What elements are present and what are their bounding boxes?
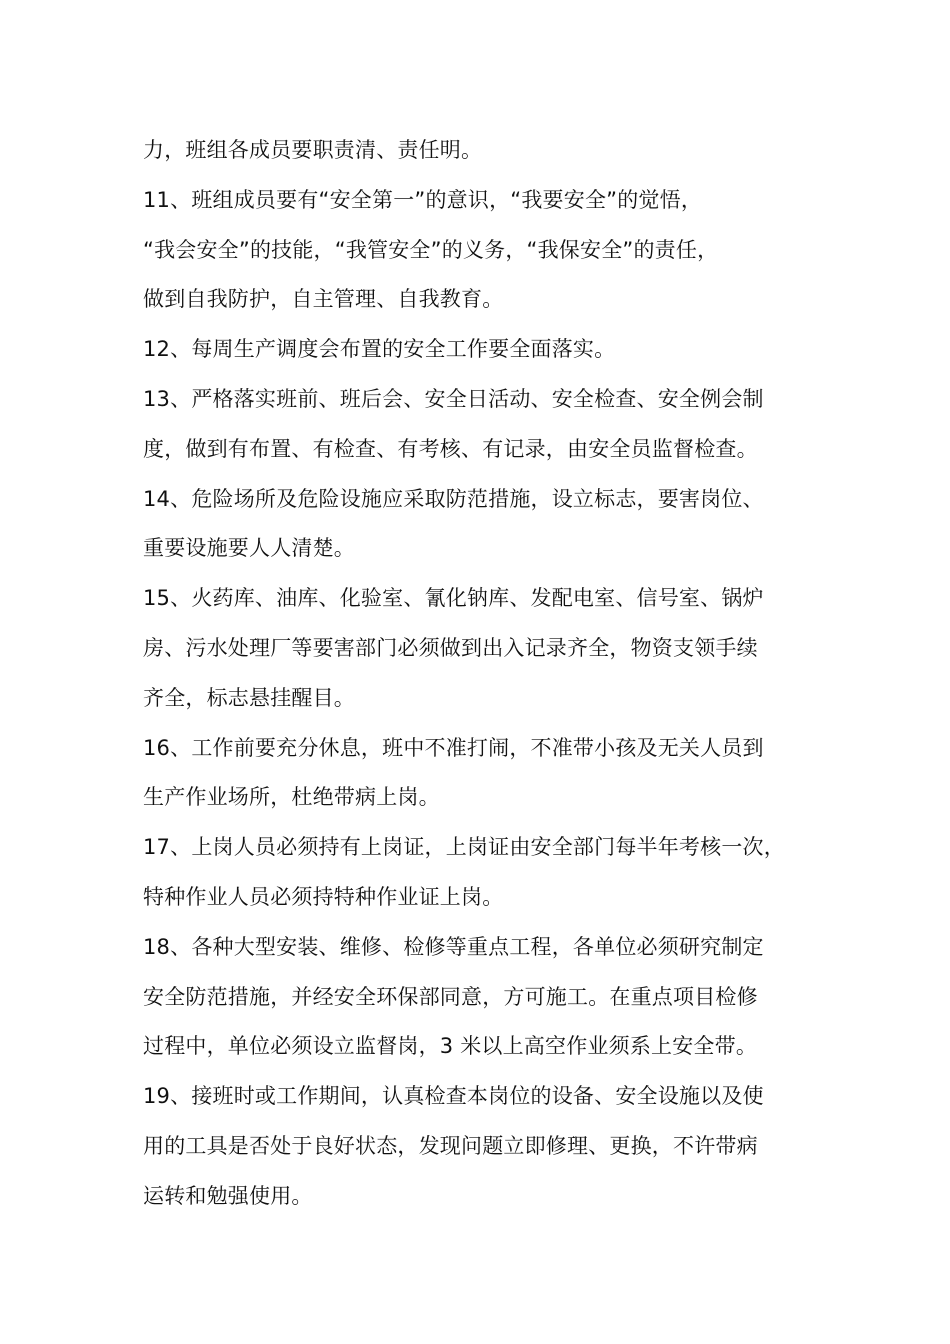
text-line: 11、班组成员要有“安全第一”的意识，“我要安全”的觉悟，: [143, 187, 703, 212]
text-line: 13、严格落实班前、班后会、安全日活动、安全检查、安全例会制: [143, 386, 764, 411]
text-line: 15、火药库、油库、化验室、氰化钠库、发配电室、信号室、锅炉: [143, 586, 764, 611]
text-line: 生产作业场所，杜绝带病上岗。: [143, 785, 440, 810]
text-line: “我会安全”的技能，“我管安全”的义务，“我保安全”的责任，: [143, 237, 719, 262]
text-line: 18、各种大型安装、维修、检修等重点工程，各单位必须研究制定: [143, 934, 764, 959]
text-line: 过程中，单位必须设立监督岗，3 米以上高空作业须系上安全带。: [143, 1034, 758, 1059]
document-body: [143, 126, 823, 1222]
text-line: 安全防范措施，并经安全环保部同意，方可施工。在重点项目检修: [143, 984, 758, 1009]
text-line: 特种作业人员必须持特种作业证上岗。: [143, 884, 504, 909]
text-line: 度，做到有布置、有检查、有考核、有记录，由安全员监督检查。: [143, 436, 758, 461]
text-line: 运转和勉强使用。: [143, 1183, 313, 1208]
text-line: 房、污水处理厂等要害部门必须做到出入记录齐全，物资支领手续: [143, 635, 758, 660]
text-line: 17、上岗人员必须持有上岗证，上岗证由安全部门每半年考核一次，: [143, 835, 785, 860]
text-line: 力，班组各成员要职责清、责任明。: [143, 138, 483, 162]
text-line: 19、接班时或工作期间，认真检查本岗位的设备、安全设施以及使: [143, 1084, 764, 1109]
text-line: 齐全，标志悬挂醒目。: [143, 685, 355, 710]
text-line: 14、危险场所及危险设施应采取防范措施，设立标志，要害岗位、: [143, 486, 764, 511]
text-line: 做到自我防护，自主管理、自我教育。: [143, 287, 504, 312]
text-line: 12、每周生产调度会布置的安全工作要全面落实。: [143, 337, 616, 362]
text-line: 重要设施要人人清楚。: [143, 536, 355, 561]
text-line: 用的工具是否处于良好状态，发现问题立即修理、更换，不许带病: [143, 1133, 758, 1158]
text-line: 16、工作前要充分休息，班中不准打闹，不准带小孩及无关人员到: [143, 735, 764, 760]
